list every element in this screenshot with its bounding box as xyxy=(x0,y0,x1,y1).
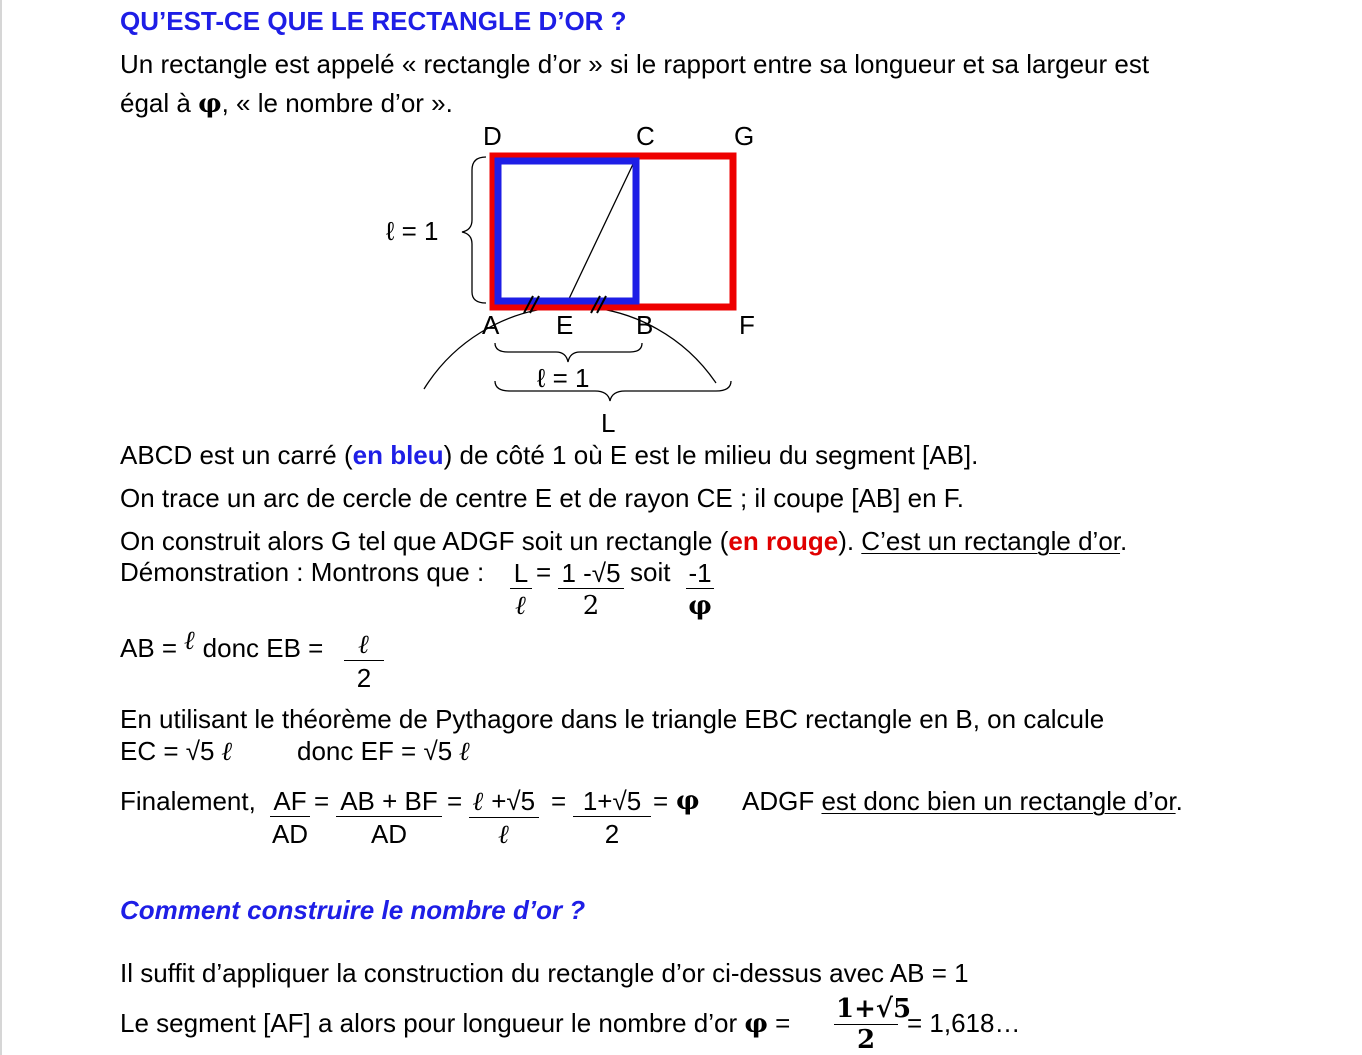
demo-frac3-num: -1 xyxy=(686,558,714,589)
demo-frac1-den: ℓ xyxy=(515,591,527,621)
demo-frac1-num: L xyxy=(510,558,532,589)
conclusion-end: . xyxy=(1175,786,1183,816)
demo-frac2-den: 2 xyxy=(582,591,600,621)
point-label-c: C xyxy=(636,121,655,151)
fraction-golden xyxy=(573,786,651,851)
p3-highlight: en rouge xyxy=(728,526,839,556)
point-label-e: E xyxy=(556,310,574,340)
page-title: QU’EST-CE QUE LE RECTANGLE D’OR ? xyxy=(120,6,627,36)
q2-phi: φ xyxy=(744,1009,768,1039)
section-subtitle: Comment construire le nombre d’or ? xyxy=(120,895,586,925)
finale-eq-2: = xyxy=(447,786,463,816)
q2-eq: = xyxy=(775,1008,791,1038)
p1-start: ABCD est un carré ( xyxy=(120,440,353,470)
ec-ell: ℓ xyxy=(221,737,233,767)
demo-lead: Démonstration : Montrons que : xyxy=(120,557,485,587)
point-label-a: A xyxy=(482,310,500,340)
demo-fraction-root xyxy=(558,558,624,623)
finale-phi: φ xyxy=(676,786,700,816)
base-brace-af xyxy=(495,381,731,401)
eb-fraction xyxy=(344,630,384,695)
side-brace xyxy=(462,157,486,303)
f3-num-ell: ℓ xyxy=(472,787,484,817)
result-line xyxy=(120,1008,790,1039)
fraction-ab-bf-ad xyxy=(336,786,442,851)
point-label-g: G xyxy=(734,121,755,151)
q2-start: Le segment [AF] a alors pour longueur le nombre d’or xyxy=(120,1008,738,1038)
paragraph-construct xyxy=(120,526,1127,557)
f4-den: 2 xyxy=(604,819,620,849)
demo-soit: soit xyxy=(630,557,671,587)
q2-fraction xyxy=(834,994,912,1055)
fraction-ell-root xyxy=(469,786,539,852)
f2-num: AB + BF xyxy=(336,786,442,817)
paragraph-square xyxy=(120,440,978,471)
intro-line-1: Un rectangle est appelé « rectangle d’or » si le rapport entre sa longueur et sa largeur est xyxy=(120,49,1150,79)
ef-value xyxy=(297,736,471,767)
demo-frac3-den: φ xyxy=(688,591,712,621)
f4-num: 1+√5 xyxy=(573,786,651,817)
ec-label: EC = √5 xyxy=(120,736,215,766)
ef-ell: ℓ xyxy=(459,737,471,767)
finale-eq-1: = xyxy=(314,786,330,816)
demo-frac2-num: 1 -√5 xyxy=(558,558,624,589)
finale-conclusion xyxy=(742,786,1183,817)
f3-num-rest: +√5 xyxy=(491,786,536,816)
f3-num xyxy=(469,786,539,818)
pythagore-line: En utilisant le théorème de Pythagore dans le triangle EBC rectangle en B, on calcule xyxy=(120,704,1105,734)
q2-frac-den: 2 xyxy=(856,1025,876,1055)
p3-underlined: C’est un rectangle d’or xyxy=(861,526,1121,556)
eb-frac-num: ℓ xyxy=(344,630,384,661)
golden-rectangle-figure xyxy=(0,0,1362,440)
golden-rectangle-adgf xyxy=(493,156,733,307)
intro-line-2-start: égal à xyxy=(120,88,191,118)
segment-ec xyxy=(567,160,635,303)
ab-start: AB = xyxy=(120,633,178,663)
square-abcd xyxy=(498,161,636,301)
ab-mid: donc EB = xyxy=(202,633,324,663)
ec-value xyxy=(120,736,233,767)
point-label-d: D xyxy=(483,121,502,151)
length-label: L xyxy=(601,408,616,438)
base-label-ab: ℓ = 1 xyxy=(537,363,590,393)
paragraph-arc: On trace un arc de cercle de centre E et de rayon CE ; il coupe [AB] en F. xyxy=(120,483,964,513)
q2-frac-num: 1+√5 xyxy=(836,994,912,1024)
q2-value: = 1,618… xyxy=(907,1008,1021,1038)
side-label: ℓ = 1 xyxy=(386,216,439,246)
f1-den: AD xyxy=(271,819,309,849)
base-brace-ab xyxy=(495,343,642,362)
demo-fraction-l-over-ell xyxy=(510,558,532,623)
demo-fraction-inverse-phi xyxy=(686,558,714,623)
eb-frac-den: 2 xyxy=(356,663,372,693)
finale-lead: Finalement, xyxy=(120,786,256,816)
f3-den: ℓ xyxy=(498,820,510,850)
finale-eq-3: = xyxy=(551,786,567,816)
f2-den: AD xyxy=(370,819,408,849)
conclusion-start: ADGF xyxy=(742,786,815,816)
conclusion-underlined: est donc bien un rectangle d’or xyxy=(821,786,1176,816)
f1-num: AF xyxy=(270,786,310,817)
ef-label: donc EF = √5 xyxy=(297,736,453,766)
point-label-f: F xyxy=(739,310,755,340)
fraction-af-ad xyxy=(270,786,310,851)
demo-equals: = xyxy=(536,557,552,587)
phi-symbol: φ xyxy=(198,89,222,119)
instruction-line: Il suffit d’appliquer la construction du rectangle d’or ci-dessus avec AB = 1 xyxy=(120,958,969,988)
finale-eq-4: = xyxy=(653,786,669,816)
point-label-b: B xyxy=(636,310,654,340)
ab-ell: ℓ xyxy=(184,626,196,656)
intro-line-2-end: , « le nombre d’or ». xyxy=(221,88,453,118)
ab-line xyxy=(120,626,324,664)
p3-start: On construit alors G tel que ADGF soit un rectangle ( xyxy=(120,526,729,556)
p3-end: . xyxy=(1120,526,1128,556)
p3-mid: ). xyxy=(838,526,862,556)
p1-highlight: en bleu xyxy=(352,440,444,470)
p1-end: ) de côté 1 où E est le milieu du segment [AB]. xyxy=(443,440,979,470)
